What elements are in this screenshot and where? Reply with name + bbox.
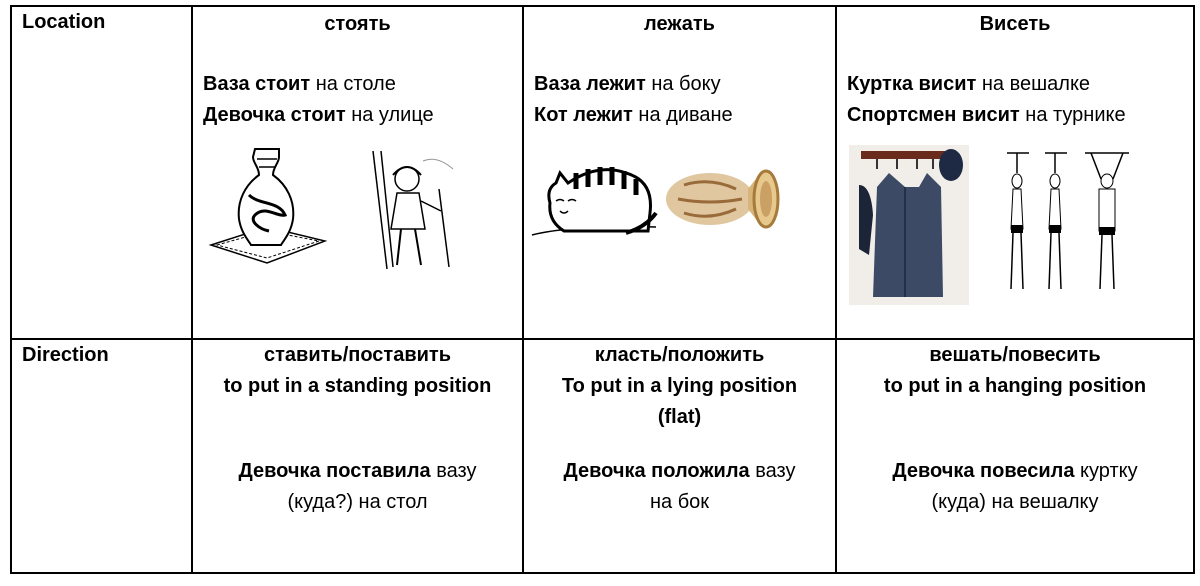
example-line — [534, 69, 835, 100]
example-line — [203, 100, 522, 131]
example-bold: Спортсмен висит — [847, 104, 1020, 126]
example-rest: на вешалке — [981, 73, 1091, 95]
example-line — [193, 456, 522, 487]
viset-examples — [837, 39, 1193, 131]
example-line — [203, 69, 522, 100]
hanging-athletes-drawing — [997, 149, 1157, 299]
lezhat-examples — [524, 39, 835, 131]
veshat-verb: вешать/повесить — [929, 344, 1101, 366]
klast-gloss-line-2: (flat) — [657, 406, 702, 428]
example-line: на бок — [649, 491, 710, 513]
example-rest: вазу — [436, 460, 477, 482]
stoyat-cell — [192, 6, 523, 339]
stavit-verb: ставить/поставить — [263, 344, 452, 366]
example-line — [524, 456, 835, 487]
stavit-gloss: to put in a standing position — [223, 375, 492, 397]
lezhat-verb: лежать — [644, 13, 715, 35]
location-label-cell — [11, 6, 192, 339]
example-rest: на диване — [638, 104, 733, 126]
veshat-example — [837, 402, 1193, 518]
direction-row — [11, 339, 1194, 573]
example-bold: Девочка поставила — [238, 460, 431, 482]
viset-images — [837, 145, 1193, 315]
example-bold: Кот лежит — [534, 104, 633, 126]
example-line: (куда?) на стол — [287, 491, 428, 513]
example-rest: куртку — [1080, 460, 1138, 482]
lying-cat-drawing — [530, 155, 660, 245]
example-line — [847, 69, 1193, 100]
example-rest: на боку — [651, 73, 721, 95]
viset-cell — [836, 6, 1194, 339]
location-label: Location — [22, 11, 106, 33]
example-bold: Куртка висит — [847, 73, 977, 95]
vase-on-side-photo — [664, 159, 784, 239]
example-line — [534, 100, 835, 131]
example-line — [847, 100, 1193, 131]
viset-verb: Висеть — [979, 13, 1051, 35]
example-rest: на столе — [315, 73, 396, 95]
example-line: (куда) на вешалку — [931, 491, 1099, 513]
lezhat-images — [524, 145, 835, 315]
location-row — [11, 6, 1194, 339]
verbs-of-position-table — [10, 5, 1195, 574]
vase-on-cloth-drawing — [207, 145, 327, 275]
veshat-gloss: to put in a hanging position — [883, 375, 1147, 397]
example-bold: Девочка стоит — [203, 104, 346, 126]
stavit-example — [193, 402, 522, 518]
direction-label-cell — [11, 339, 192, 573]
direction-label: Direction — [22, 344, 109, 366]
lezhat-cell — [523, 6, 836, 339]
stoyat-images — [193, 145, 522, 315]
klast-example — [524, 433, 835, 518]
veshat-cell — [836, 339, 1194, 573]
example-line — [837, 456, 1193, 487]
girl-with-skis-drawing — [353, 149, 463, 279]
example-rest: на турнике — [1025, 104, 1126, 126]
example-bold: Ваза лежит — [534, 73, 646, 95]
stoyat-verb: стоять — [324, 13, 391, 35]
stoyat-examples — [193, 39, 522, 131]
klast-gloss-line-1: To put in a lying position — [561, 375, 798, 397]
example-rest: вазу — [755, 460, 796, 482]
stavit-cell — [192, 339, 523, 573]
example-bold: Девочка положила — [563, 460, 750, 482]
example-bold: Девочка повесила — [892, 460, 1075, 482]
klast-verb: класть/положить — [594, 344, 765, 366]
example-rest: на улице — [351, 104, 434, 126]
coat-on-hanger-photo — [849, 145, 969, 305]
example-bold: Ваза стоит — [203, 73, 311, 95]
klast-cell — [523, 339, 836, 573]
